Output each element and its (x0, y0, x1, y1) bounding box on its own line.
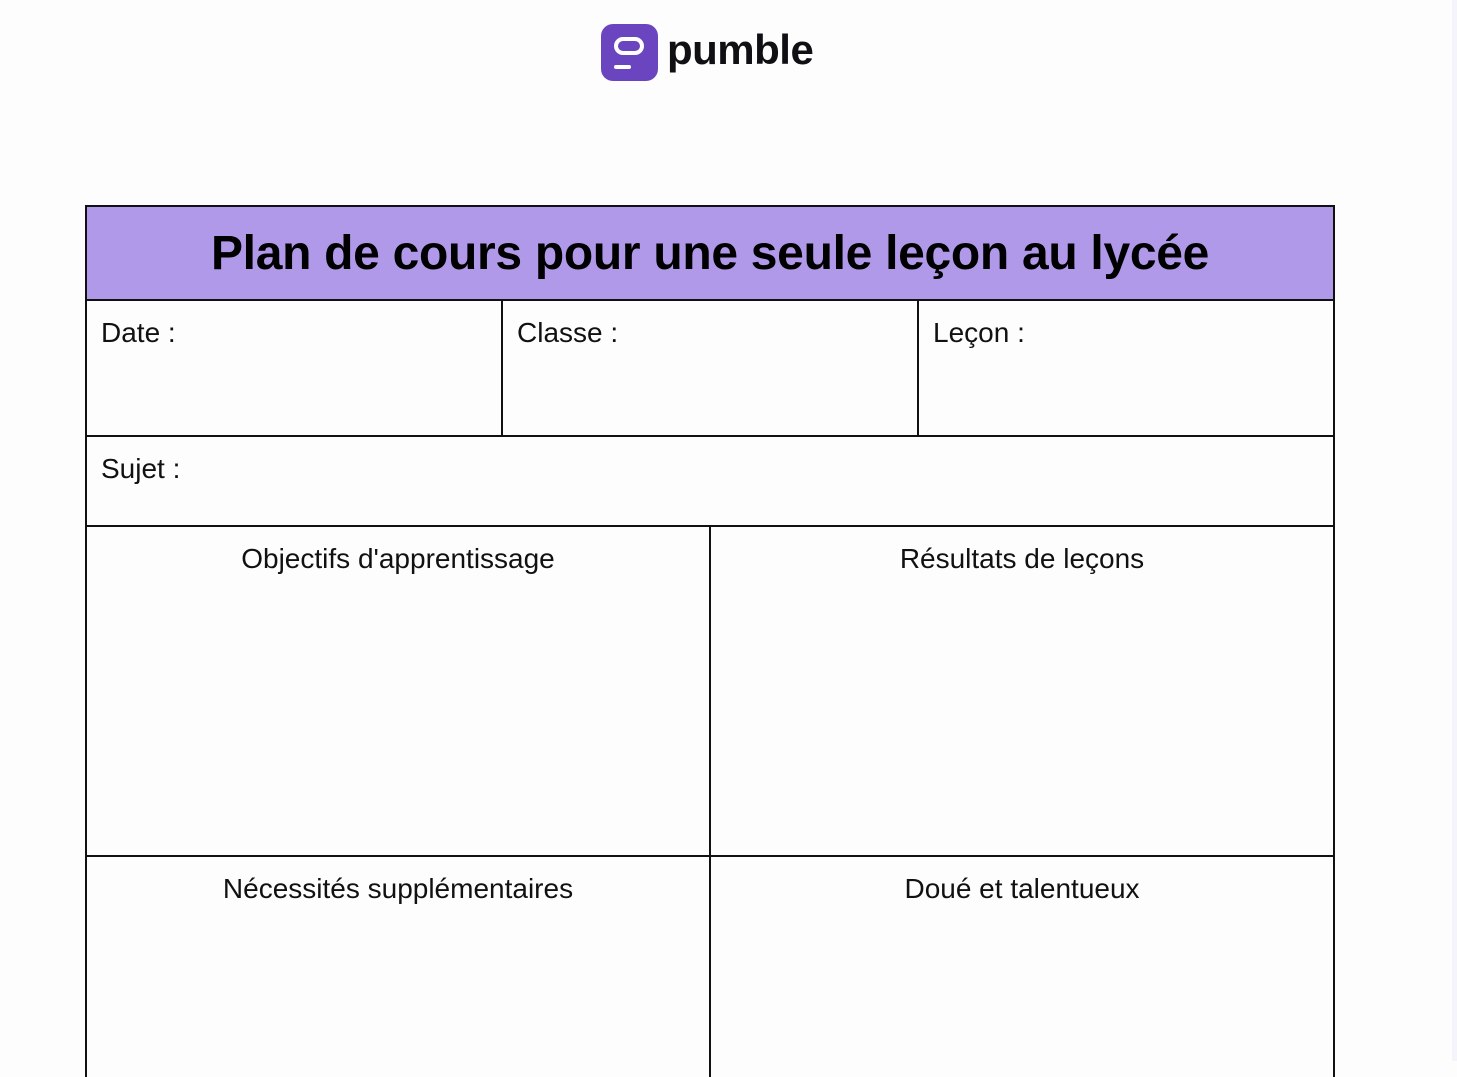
title-header (85, 205, 1335, 301)
info-row (85, 301, 1335, 437)
necessites-section[interactable]: Nécessités supplémentaires (222, 873, 574, 904)
sujet-field[interactable]: Sujet : (85, 437, 1335, 527)
resultats-section[interactable]: Résultats de leçons (709, 527, 1333, 855)
pumble-logo (601, 24, 813, 81)
lecon-field[interactable]: Leçon : (917, 301, 1333, 435)
classe-field[interactable]: Classe : (501, 301, 917, 435)
date-field[interactable]: Date : (101, 317, 176, 348)
objectifs-section[interactable]: Objectifs d'apprentissage (241, 543, 555, 574)
lesson-plan-template (85, 205, 1335, 1077)
section-row-2 (85, 857, 1335, 1077)
section-row-1 (85, 527, 1335, 857)
doue-section[interactable]: Doué et talentueux (709, 857, 1333, 1077)
document-title: Plan de cours pour une seule leçon au lycée (210, 226, 1210, 280)
brand-name: pumble (667, 25, 814, 73)
scrollbar-track[interactable] (1452, 0, 1457, 1061)
chat-bubble-logo-icon (601, 24, 658, 81)
